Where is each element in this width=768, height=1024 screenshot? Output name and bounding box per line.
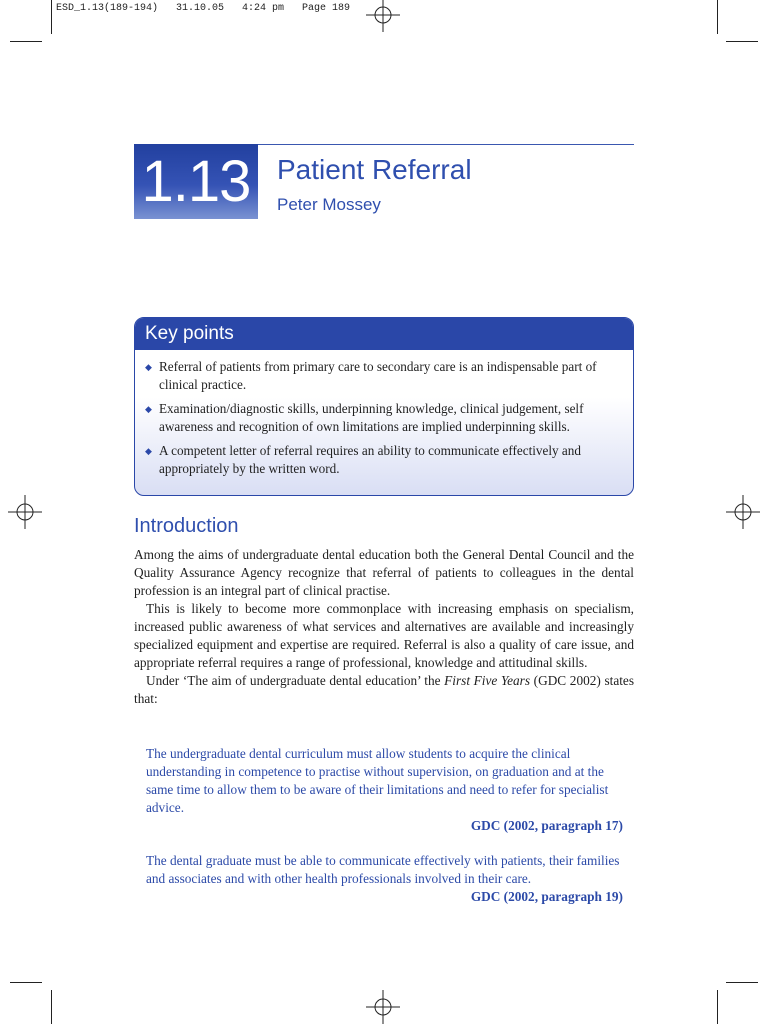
block-quote [146,745,623,817]
introduction-body [134,546,634,708]
quote-citation: GDC (2002, paragraph 19) [470,889,623,904]
registration-mark-icon [726,495,760,529]
paragraph: Among the aims of undergraduate dental education both the General Dental Council and the Quality Assurance Agency recognize that referral of patients to colleagues in the dental profession is an integral part of clinical practise. [134,547,634,598]
block-quote [146,852,623,888]
paragraph-text: (GDC 2002) states that: [134,673,635,706]
key-points-box [134,317,634,496]
diamond-bullet-icon: ◆ [145,446,152,456]
registration-mark-icon [8,495,42,529]
key-points-heading: Key points [135,318,633,350]
paragraph-text: Under ‘The aim of undergraduate dental education’ the [146,673,445,688]
key-point-text: A competent letter of referral requires an ability to communicate effectively and appropriately by the written word. [159,443,581,476]
print-slug: ESD_1.13(189-194) 31.10.05 4:24 pm Page 189 [56,3,351,14]
paragraph: This is likely to become more commonplace with increasing emphasis on specialism, increased public awareness of what services and alternatives are available and increasingly specialized equipment and expertise are required. Referral is also a quality of care issue, and appropriate referral requires a range of professional, knowledge and attitudinal skills. [134,601,634,670]
crop-mark [717,990,718,1024]
chapter-title: Patient Referral [277,154,472,185]
diamond-bullet-icon: ◆ [145,404,152,414]
list-item [145,358,623,394]
crop-mark [726,41,758,42]
key-point-text: Referral of patients from primary care to secondary care is an indispensable part of clinical practice. [159,359,597,392]
book-title: First Five Years [444,673,531,688]
list-item [145,400,623,436]
crop-mark [51,0,52,34]
registration-mark-icon [366,0,400,32]
diamond-bullet-icon: ◆ [145,362,152,372]
registration-mark-icon [366,990,400,1024]
crop-mark [10,982,42,983]
crop-mark [717,0,718,34]
section-heading: Introduction [134,515,239,537]
chapter-rule [258,144,634,145]
key-point-text: Examination/diagnostic skills, underpinning knowledge, clinical judgement, self awareness and recognition of own limitations are implied underpinning skills. [159,401,584,434]
crop-mark [10,41,42,42]
quote-text: The undergraduate dental curriculum must allow students to acquire the clinical understanding in competence to practise without supervision, on graduation and at the same time to allow them to be aware of their limitations and need to refer for specialist advice. [146,746,609,815]
quote-citation: GDC (2002, paragraph 17) [470,818,623,833]
chapter-author: Peter Mossey [277,195,381,214]
chapter-number: 1.13 [134,144,258,219]
crop-mark [726,982,758,983]
quote-text: The dental graduate must be able to communicate effectively with patients, their families and associates and with other health professionals involved in their care. [146,853,620,886]
key-points-list [135,350,633,478]
paragraph [134,672,634,708]
list-item [145,442,623,478]
crop-mark [51,990,52,1024]
